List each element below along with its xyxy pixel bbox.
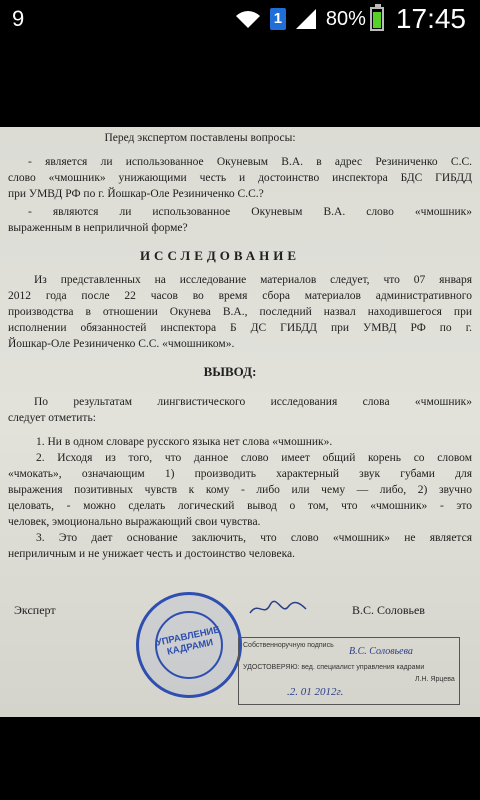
cert-row-1: Собственноручную подпись xyxy=(243,642,334,649)
battery-level xyxy=(373,12,381,28)
doc-line: Йошкар-Оле Резиниченко С.С. «чмошником». xyxy=(8,338,235,350)
clock: 17:45 xyxy=(395,3,466,34)
cert-row-3: Л.Н. Ярцева xyxy=(415,676,455,683)
conclusion-item-1: 1. Ни в одном словаре русского языка нет слова «чмошник». xyxy=(36,436,333,448)
doc-line: Из представленных на исследование материалов следует, что 07 января xyxy=(34,274,472,286)
doc-line: при УМВД РФ по г. Йошкар-Оле Резиниченко С.С.? xyxy=(8,188,264,200)
status-bar xyxy=(0,0,480,38)
cert-handwriting: В.С. Соловьева xyxy=(349,646,413,657)
signature-scribble xyxy=(248,597,308,619)
cert-row-2: УДОСТОВЕРЯЮ: вед. специалист управления кадрами xyxy=(243,664,425,671)
official-stamp xyxy=(136,592,242,698)
doc-line: - является ли использованное Окуневым В.А. в адрес Резиниченко С.С. xyxy=(28,156,472,168)
doc-line: исполнении обязанностей инспектора Б ДС ГИБДД при УМВД РФ по г. xyxy=(8,322,472,334)
doc-line: человек, эмоционально выражающий свои чувства. xyxy=(8,516,261,528)
signal-icon xyxy=(294,8,318,30)
doc-line: следует отметить: xyxy=(8,412,96,424)
notification-icon: 9 xyxy=(12,6,25,31)
sim-badge: 1 xyxy=(270,8,286,30)
doc-line: «чмокать», означающим 1) производить характерный звук губами для xyxy=(8,468,472,480)
section-title-conclusion: ВЫВОД: xyxy=(203,364,257,379)
questions-heading: Перед экспертом поставлены вопросы: xyxy=(104,132,296,144)
doc-line: целовать, - можно сделать логический вывод о том, что «чмошник» - это xyxy=(8,500,472,512)
doc-line: неприличным и не унижает честь и достоинство человека. xyxy=(8,548,296,560)
doc-line: слово «чмошник» унижающими честь и достоинство инспектора БДС ГИБДД xyxy=(8,172,472,184)
signature-left: Эксперт xyxy=(14,603,56,617)
document-photo xyxy=(0,127,480,717)
signature-right: В.С. Соловьев xyxy=(352,603,425,617)
cert-date: .2. 01 2012г. xyxy=(287,686,344,698)
doc-line: 2012 года после 22 часов во время сбора материалов административного xyxy=(8,290,472,302)
doc-line: - являются ли использованное Окуневым В.А. слово «чмошник» xyxy=(28,206,472,218)
section-title-research: ИССЛЕДОВАНИЕ xyxy=(139,248,301,263)
battery-icon xyxy=(370,7,384,31)
battery-percent: 80% xyxy=(325,7,366,30)
doc-line: По результатам лингвистического исследования слова «чмошник» xyxy=(34,396,472,408)
doc-line: выраженным в неприличной форме? xyxy=(8,222,188,234)
conclusion-item-3: 3. Это дает основание заключить, что слово «чмошник» не является xyxy=(36,532,472,544)
conclusion-item-2: 2. Исходя из того, что данное слово имеет общий корень со словом xyxy=(36,452,472,464)
stamp-text: УПРАВЛЕНИЕ КАДРАМИ xyxy=(155,624,221,658)
wifi-icon xyxy=(234,8,262,30)
doc-line: производства в отношении Окунева В.А., последний назвал находившегося при xyxy=(8,306,472,318)
status-icons xyxy=(226,4,466,34)
certification-box xyxy=(238,637,460,705)
doc-line: выражения позитивных чувств к кому - либо или чему — либо, 2) звучно xyxy=(8,484,472,496)
